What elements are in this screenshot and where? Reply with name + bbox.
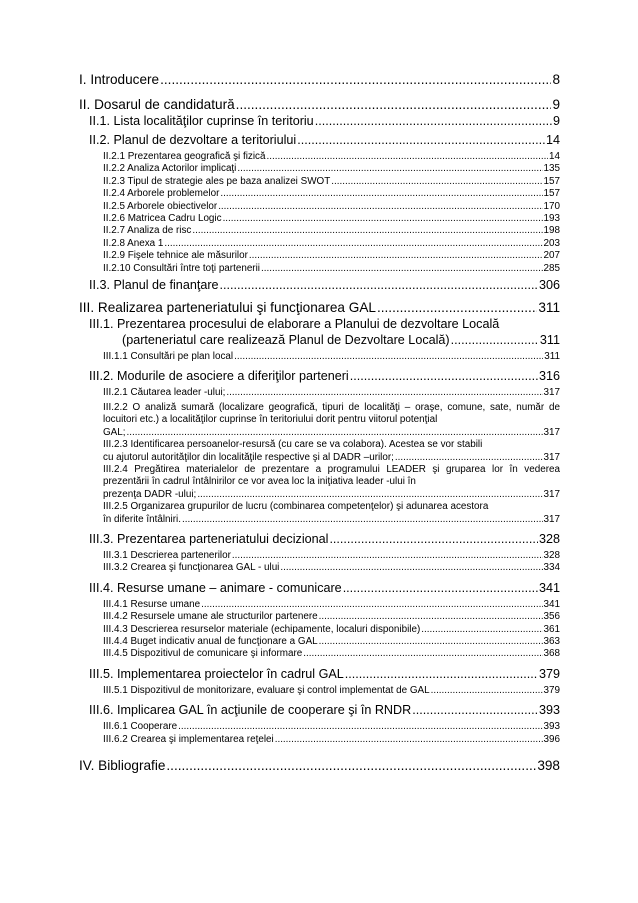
toc-title: II.2.6 Matricea Cadru Logic bbox=[103, 213, 222, 225]
toc-leader bbox=[164, 238, 542, 250]
toc-title: III.2.3 Identificarea persoanelor-resursă (cu care se va colabora). Acestea se vor stabili bbox=[103, 439, 483, 451]
toc-leader bbox=[345, 667, 538, 681]
toc-entry-l3[interactable] bbox=[79, 550, 560, 562]
toc-page: 328 bbox=[543, 549, 560, 561]
toc-page: 157 bbox=[543, 175, 560, 187]
toc-page: 311 bbox=[538, 300, 560, 316]
toc-title: III.6. Implicarea GAL în acţiunile de cooperare şi în RNDR bbox=[89, 703, 412, 718]
toc-leader bbox=[236, 97, 552, 112]
table-of-contents bbox=[79, 72, 560, 773]
toc-leader bbox=[412, 703, 538, 717]
toc-title: III.2.5 Organizarea grupurilor de lucru (combinarea competenţelor) şi adunarea acestora bbox=[103, 501, 489, 513]
toc-title: III.5.1 Dispozitivul de monitorizare, evaluare şi control implementat de GAL bbox=[103, 684, 430, 696]
toc-leader bbox=[226, 387, 542, 399]
toc-title-continued: cu ajutorul autorităţilor din localităţile respective şi al DADR –urilor; bbox=[103, 451, 394, 463]
toc-leader bbox=[220, 188, 542, 200]
toc-leader bbox=[395, 452, 543, 464]
toc-entry-l3[interactable] bbox=[79, 213, 560, 225]
toc-entry-l3[interactable] bbox=[79, 624, 560, 636]
toc-leader bbox=[192, 225, 542, 237]
toc-leader bbox=[431, 685, 543, 697]
toc-leader bbox=[166, 758, 536, 773]
toc-entry-l3[interactable] bbox=[79, 721, 560, 733]
toc-entry-l3[interactable] bbox=[79, 151, 560, 163]
toc-page: 311 bbox=[539, 333, 560, 348]
toc-page: 285 bbox=[543, 262, 560, 274]
toc-title: III.4. Resurse umane – animare - comunicare bbox=[89, 580, 342, 595]
toc-entry-l1[interactable] bbox=[79, 72, 560, 87]
toc-page: 356 bbox=[543, 611, 560, 623]
toc-entry-l3[interactable] bbox=[79, 238, 560, 250]
toc-leader bbox=[182, 514, 543, 526]
toc-title: III.4.3 Descrierea resurselor materiale (echipamente, localuri disponibile) bbox=[103, 623, 421, 635]
toc-leader bbox=[329, 532, 538, 546]
toc-leader bbox=[223, 213, 543, 225]
toc-page: 207 bbox=[543, 250, 560, 262]
toc-title: I. Introducere bbox=[79, 72, 160, 87]
toc-leader bbox=[266, 151, 548, 163]
toc-leader bbox=[297, 133, 545, 147]
toc-page: 193 bbox=[543, 213, 560, 225]
toc-entry-l2[interactable] bbox=[79, 133, 560, 147]
toc-page: 9 bbox=[552, 97, 560, 112]
toc-page: 328 bbox=[538, 531, 560, 546]
toc-title: II.2. Planul de dezvoltare a teritoriului bbox=[89, 133, 297, 147]
toc-page: 198 bbox=[543, 225, 560, 237]
toc-page: 368 bbox=[543, 648, 560, 660]
toc-title: III.4.4 Buget indicativ anual de funcţionare a GAL bbox=[103, 635, 318, 647]
toc-entry-l3[interactable] bbox=[79, 250, 560, 262]
toc-page: 157 bbox=[543, 188, 560, 200]
toc-page: 317 bbox=[543, 488, 560, 500]
toc-leader bbox=[218, 201, 542, 213]
toc-page: 363 bbox=[543, 635, 560, 647]
toc-leader bbox=[280, 562, 542, 574]
toc-title: II. Dosarul de candidatură bbox=[79, 97, 235, 112]
toc-entry-l1[interactable] bbox=[79, 97, 560, 112]
toc-page: 393 bbox=[538, 703, 560, 718]
toc-title: II.2.7 Analiza de risc bbox=[103, 225, 192, 237]
toc-entry-l3[interactable] bbox=[79, 225, 560, 237]
toc-entry-l3[interactable] bbox=[79, 685, 560, 697]
toc-leader bbox=[220, 278, 538, 292]
toc-title: II.2.10 Consultări între toţi partenerii bbox=[103, 262, 260, 274]
toc-entry-l3[interactable] bbox=[79, 387, 560, 399]
toc-leader bbox=[237, 163, 542, 175]
toc-page: 9 bbox=[552, 114, 560, 128]
toc-title: II.3. Planul de finanţare bbox=[89, 278, 219, 293]
toc-entry-l3[interactable] bbox=[79, 648, 560, 660]
toc-page: 341 bbox=[538, 580, 560, 595]
toc-leader bbox=[377, 300, 537, 315]
toc-title: III.6.1 Cooperare bbox=[103, 721, 178, 733]
toc-entry-l2[interactable] bbox=[79, 369, 560, 383]
toc-title: III.1.1 Consultări pe plan local bbox=[103, 351, 234, 363]
toc-page: 341 bbox=[543, 598, 560, 610]
toc-title: III.3.1 Descrierea partenerilor bbox=[103, 549, 231, 561]
toc-title: II.2.4 Arborele problemelor bbox=[103, 188, 220, 200]
toc-page: 393 bbox=[543, 721, 560, 733]
toc-title: III. Realizarea parteneriatului şi funcţionarea GAL bbox=[79, 300, 376, 316]
toc-leader bbox=[197, 489, 542, 501]
toc-leader bbox=[343, 581, 538, 595]
toc-page: 14 bbox=[545, 133, 560, 147]
toc-title: II.2.5 Arborele obiectivelor bbox=[103, 200, 218, 212]
toc-entry-l3[interactable] bbox=[79, 176, 560, 188]
toc-entry-l3[interactable] bbox=[79, 188, 560, 200]
toc-title: III.2.1 Căutarea leader -ului; bbox=[103, 387, 226, 399]
toc-title: II.1. Lista localităţilor cuprinse în teritoriu bbox=[89, 114, 314, 128]
toc-title-continued: (parteneriatul care realizează Planul de Dezvoltare Locală) bbox=[122, 333, 450, 348]
toc-title: III.4.2 Resursele umane ale structurilor partenere bbox=[103, 611, 318, 623]
toc-title-continued: în diferite întâlniri. bbox=[103, 513, 181, 525]
toc-entry-l2[interactable] bbox=[79, 532, 560, 546]
toc-title-continued: GAL; bbox=[103, 426, 126, 438]
toc-title: III.3.2 Crearea şi funcţionarea GAL - ului bbox=[103, 562, 280, 574]
toc-title: III.3. Prezentarea parteneriatului decizional bbox=[89, 531, 329, 546]
toc-page: 14 bbox=[549, 151, 560, 162]
toc-title: III.6.2 Crearea şi implementarea reţelei bbox=[103, 733, 274, 745]
toc-entry-l3[interactable] bbox=[79, 611, 560, 623]
toc-title: III.2.4 Pregătirea materialelor de prezentare a programului LEADER şi gruparea lor în vederea prezentării în cadrul întâlnirilor ce vor avea loc la iniţiativa leader -ului în bbox=[103, 463, 560, 488]
toc-leader bbox=[261, 263, 543, 275]
toc-leader bbox=[319, 636, 543, 648]
toc-entry-l3[interactable] bbox=[79, 402, 560, 439]
toc-entry-l3[interactable] bbox=[79, 351, 560, 363]
toc-page: 135 bbox=[543, 163, 560, 175]
toc-page: 317 bbox=[543, 426, 560, 438]
toc-entry-l3[interactable] bbox=[79, 163, 560, 175]
toc-title: III.1. Prezentarea procesului de elaborare a Planului de dezvoltare Locală bbox=[89, 317, 500, 332]
toc-title: III.5. Implementarea proiectelor în cadrul GAL bbox=[89, 666, 344, 681]
toc-leader bbox=[127, 427, 543, 439]
toc-title: II.2.8 Anexa 1 bbox=[103, 237, 164, 249]
toc-page: 306 bbox=[538, 278, 560, 293]
toc-title: IV. Bibliografie bbox=[79, 758, 166, 773]
toc-title: II.2.2 Analiza Actorilor implicaţi bbox=[103, 163, 237, 175]
toc-title-continued: prezenţa DADR -ului; bbox=[103, 488, 197, 500]
toc-page: 311 bbox=[544, 351, 560, 363]
toc-entry-l2[interactable] bbox=[79, 667, 560, 681]
toc-page: 379 bbox=[543, 684, 560, 696]
toc-leader bbox=[451, 332, 539, 348]
toc-leader bbox=[249, 250, 543, 262]
toc-leader bbox=[303, 648, 542, 660]
toc-leader bbox=[315, 114, 552, 128]
toc-leader bbox=[421, 624, 542, 636]
toc-leader bbox=[319, 611, 543, 623]
toc-entry-l2[interactable] bbox=[79, 114, 560, 128]
toc-entry-l2[interactable] bbox=[79, 581, 560, 595]
toc-page: 317 bbox=[543, 387, 560, 399]
toc-title: II.2.1 Prezentarea geografică şi fizică bbox=[103, 151, 266, 162]
toc-title: II.2.9 Fişele tehnice ale măsurilor bbox=[103, 250, 248, 262]
toc-title: III.4.1 Resurse umane bbox=[103, 598, 201, 610]
toc-entry-l3[interactable] bbox=[79, 263, 560, 275]
toc-page: 317 bbox=[543, 513, 560, 525]
toc-page: 316 bbox=[538, 369, 560, 384]
toc-page: 396 bbox=[543, 733, 560, 745]
toc-leader bbox=[178, 721, 542, 733]
toc-page: 379 bbox=[538, 666, 560, 681]
toc-entry-l3[interactable] bbox=[79, 734, 560, 746]
toc-page: 398 bbox=[537, 758, 560, 773]
toc-page: 8 bbox=[552, 72, 560, 87]
toc-page: 203 bbox=[543, 237, 560, 249]
toc-entry-l1[interactable] bbox=[79, 758, 560, 773]
toc-entry-l1[interactable] bbox=[79, 300, 560, 315]
toc-title: III.2. Modurile de asociere a diferiţilor parteneri bbox=[89, 369, 349, 384]
toc-entry-l2[interactable] bbox=[79, 278, 560, 292]
toc-title: III.4.5 Dispozitivul de comunicare şi informare bbox=[103, 648, 303, 660]
toc-entry-l2[interactable] bbox=[79, 316, 560, 348]
toc-entry-l3[interactable] bbox=[79, 439, 560, 464]
toc-entry-l3[interactable] bbox=[79, 599, 560, 611]
toc-page: 334 bbox=[543, 562, 560, 574]
toc-title: III.2.2 O analiză sumară (localizare geografică, tipuri de localităţi – oraşe, comune, sate, număr de locuitori etc.) a localităţilor cuprinse în teritoriului dorit pentru viitorul potenţial bbox=[103, 401, 560, 426]
toc-page: 317 bbox=[543, 451, 560, 463]
toc-title: II.2.3 Tipul de strategie ales pe baza analizei SWOT bbox=[103, 175, 331, 187]
toc-page: 170 bbox=[543, 200, 560, 212]
toc-entry-l2[interactable] bbox=[79, 703, 560, 717]
toc-entry-l3[interactable] bbox=[79, 562, 560, 574]
toc-entry-l3[interactable] bbox=[79, 464, 560, 501]
toc-leader bbox=[201, 599, 542, 611]
toc-entry-l3[interactable] bbox=[79, 636, 560, 648]
toc-entry-l3[interactable] bbox=[79, 201, 560, 213]
toc-leader bbox=[160, 72, 551, 87]
toc-leader bbox=[331, 176, 542, 188]
toc-page: 361 bbox=[543, 623, 560, 635]
toc-leader bbox=[350, 369, 538, 383]
toc-entry-l3[interactable] bbox=[79, 501, 560, 526]
toc-leader bbox=[232, 550, 543, 562]
toc-leader bbox=[234, 351, 543, 363]
toc-leader bbox=[275, 734, 543, 746]
